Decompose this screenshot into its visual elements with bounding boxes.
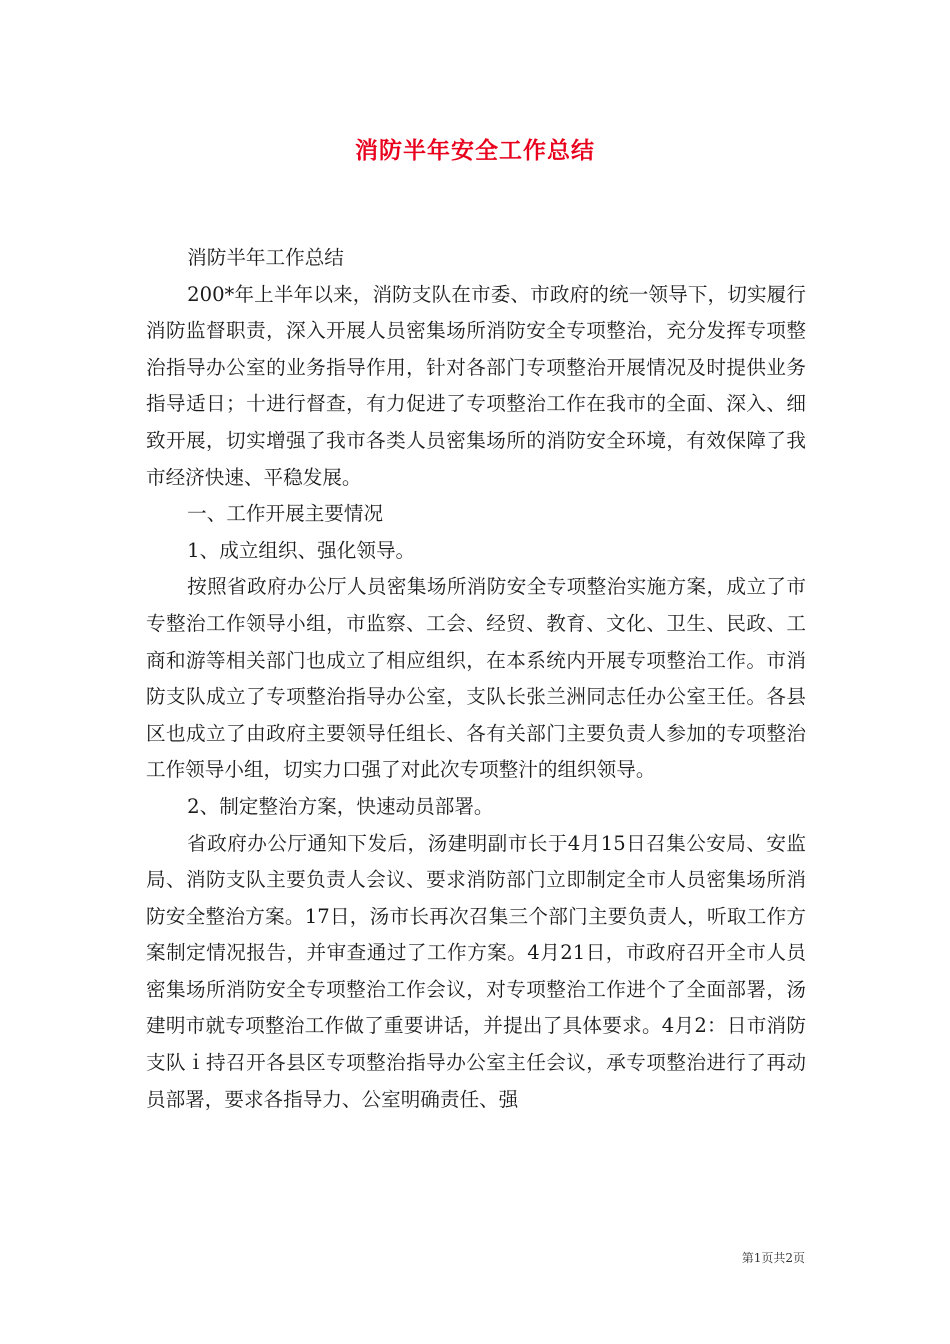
document-body [146,240,806,1118]
subsection-heading-2: 2、制定整治方案，快速动员部署。 [187,794,494,818]
body-paragraph-2: 省政府办公厅通知下发后，汤建明副市长于4月15日召集公安局、安监局、消防支队主要负责人会议、要求消防部门立即制定全市人员密集场所消防安全整治方案。17日，汤市长再次召集三个部门主要负责人，听取工作方案制定情况报告，并审查通过了工作方案。4月21日，市政府召开全市人员密集场所消防安全专项整治工作会议，对专项整治工作进个了全面部署，汤建明市就专项整治工作做了重要讲话，并提出了具体要求。4月2：日市消防支队ｉ持召开各县区专项整治指导办公室主任会议，承专项整治进行了再动员部署，要求各指导力、公室明确责任、强 [146,831,806,1111]
subsection-heading-1: 1、成立组织、强化领导。 [187,538,416,562]
page-footer: 第1页共2页 [741,1251,805,1265]
page-title: 消防半年安全工作总结 [355,137,595,164]
section-heading: 一、工作开展主要情况 [187,502,384,526]
doc-subtitle: 消防半年工作总结 [187,246,344,269]
body-paragraph-1: 按照省政府办公厅人员密集场所消防安全专项整治实施方案，成立了市专整治工作领导小组，市监察、工会、经贸、教育、文化、卫生、民政、工商和游等相关部门也成立了相应组织，在本系统内开展专项整治工作。市消防支队成立了专项整治指导办公室，支队长张兰洲同志任办公室王任。各县区也成立了由政府主要领导任组长、各有关部门主要负责人参加的专项整治工作领导小组，切实力口强了对此次专项整汁的组织领导。 [146,575,806,782]
intro-paragraph: 200*年上半年以来，消防支队在市委、市政府的统一领导下，切实履行消防监督职责，深入开展人员密集场所消防安全专项整治，充分发挥专项整治指导办公室的业务指导作用，针对各部门专项整治开展情况及时提供业务指导适日；十进行督查，有力促进了专项整治工作在我市的全面、深入、细致开展，切实增强了我市各类人员密集场所的消防安全环境，有效保障了我市经济快速、平稳发展。 [146,282,806,489]
